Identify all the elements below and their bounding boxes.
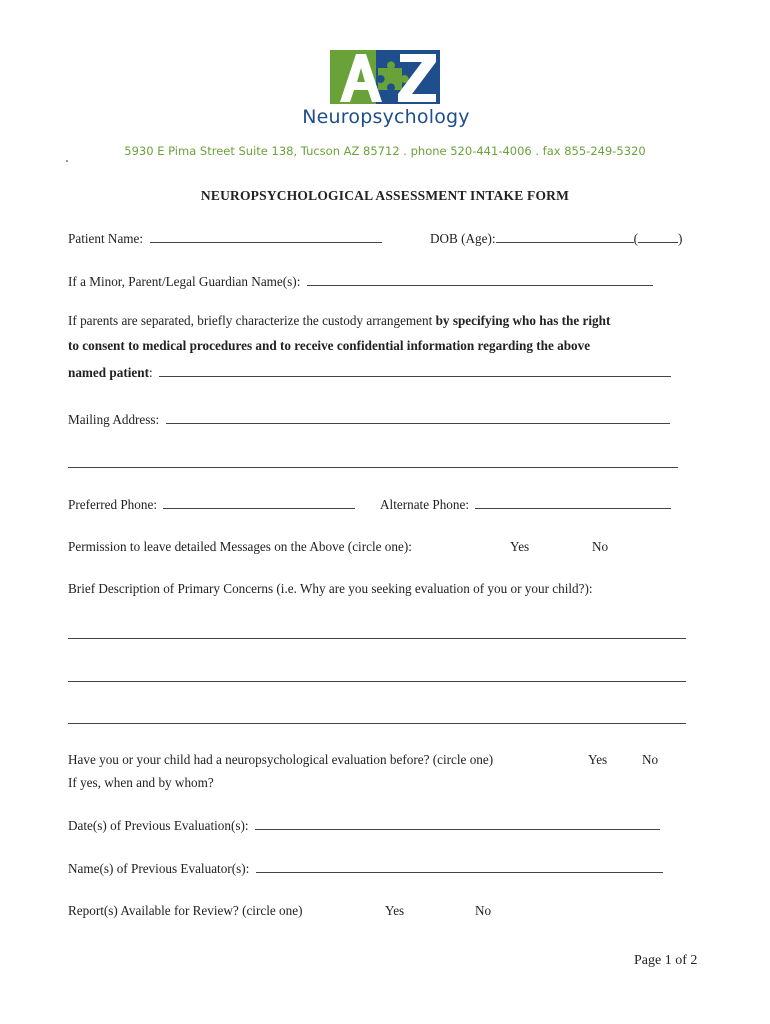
mailing-field-1[interactable] <box>166 412 670 424</box>
practice-address: 5930 E Pima Street Suite 138, Tucson AZ 85712 . phone 520-441-4006 . fax 855-249-5320 <box>124 144 646 158</box>
mailing-row <box>68 412 670 428</box>
logo-wordmark: Neuropsychology <box>302 106 470 128</box>
reports-label: Report(s) Available for Review? (circle one) <box>68 903 303 918</box>
az-logo-mark <box>296 44 476 108</box>
alternate-phone-row <box>380 497 671 513</box>
custody-line-3 <box>68 365 671 381</box>
prev-eval-label: Have you or your child had a neuropsychological evaluation before? (circle one) <box>68 752 494 767</box>
company-logo <box>296 44 476 136</box>
custody-bold-3: named patient <box>68 365 149 380</box>
prev-eval-no-option[interactable]: No <box>642 752 659 767</box>
permission-yes-option[interactable]: Yes <box>510 539 530 554</box>
age-close-paren: ) <box>677 231 683 246</box>
patient-name-field[interactable] <box>150 231 382 243</box>
patient-name-row <box>68 231 382 247</box>
preferred-phone-row <box>68 497 355 513</box>
alternate-phone-label: Alternate Phone: <box>380 497 469 512</box>
prev-eval-yes-option[interactable]: Yes <box>588 752 608 767</box>
concerns-label: Brief Description of Primary Concerns (i.e. Why are you seeking evaluation of you or your child?): <box>68 581 593 596</box>
custody-text-1: If parents are separated, briefly characterize the custody arrangement <box>68 313 436 328</box>
page-number: Page 1 of 2 <box>634 953 698 968</box>
guardian-label: If a Minor, Parent/Legal Guardian Name(s): <box>68 274 301 289</box>
age-field[interactable] <box>638 231 678 243</box>
stray-dot <box>66 160 68 162</box>
evaluators-row <box>68 861 663 877</box>
dob-field[interactable] <box>496 231 634 243</box>
guardian-row <box>68 274 653 290</box>
if-yes-label: If yes, when and by whom? <box>68 775 214 790</box>
preferred-phone-field[interactable] <box>163 497 355 509</box>
permission-no-option[interactable]: No <box>592 539 609 554</box>
concerns-field-2[interactable] <box>68 681 686 682</box>
custody-field[interactable] <box>159 365 671 377</box>
dates-label: Date(s) of Previous Evaluation(s): <box>68 818 249 833</box>
permission-label: Permission to leave detailed Messages on the Above (circle one): <box>68 539 412 554</box>
concerns-field-3[interactable] <box>68 723 686 724</box>
custody-colon: : <box>148 365 153 380</box>
reports-yes-option[interactable]: Yes <box>385 903 405 918</box>
preferred-phone-label: Preferred Phone: <box>68 497 157 512</box>
custody-line-1 <box>68 313 610 329</box>
dates-row <box>68 818 660 834</box>
age-open-paren: ( <box>633 231 638 246</box>
dob-row <box>430 231 682 247</box>
mailing-label: Mailing Address: <box>68 412 160 427</box>
alternate-phone-field[interactable] <box>475 497 671 509</box>
guardian-field[interactable] <box>307 274 653 286</box>
patient-name-label: Patient Name: <box>68 231 144 246</box>
custody-line-2: to consent to medical procedures and to receive confidential information regarding the above <box>68 338 591 353</box>
evaluators-label: Name(s) of Previous Evaluator(s): <box>68 861 250 876</box>
reports-no-option[interactable]: No <box>475 903 492 918</box>
form-title: NEUROPSYCHOLOGICAL ASSESSMENT INTAKE FORM <box>200 188 570 203</box>
evaluators-field[interactable] <box>256 861 663 873</box>
dob-label: DOB (Age): <box>430 231 496 246</box>
concerns-field-1[interactable] <box>68 638 686 639</box>
mailing-field-2[interactable] <box>68 467 678 468</box>
dates-field[interactable] <box>255 818 660 830</box>
custody-bold-1: by specifying who has the right <box>435 313 611 328</box>
